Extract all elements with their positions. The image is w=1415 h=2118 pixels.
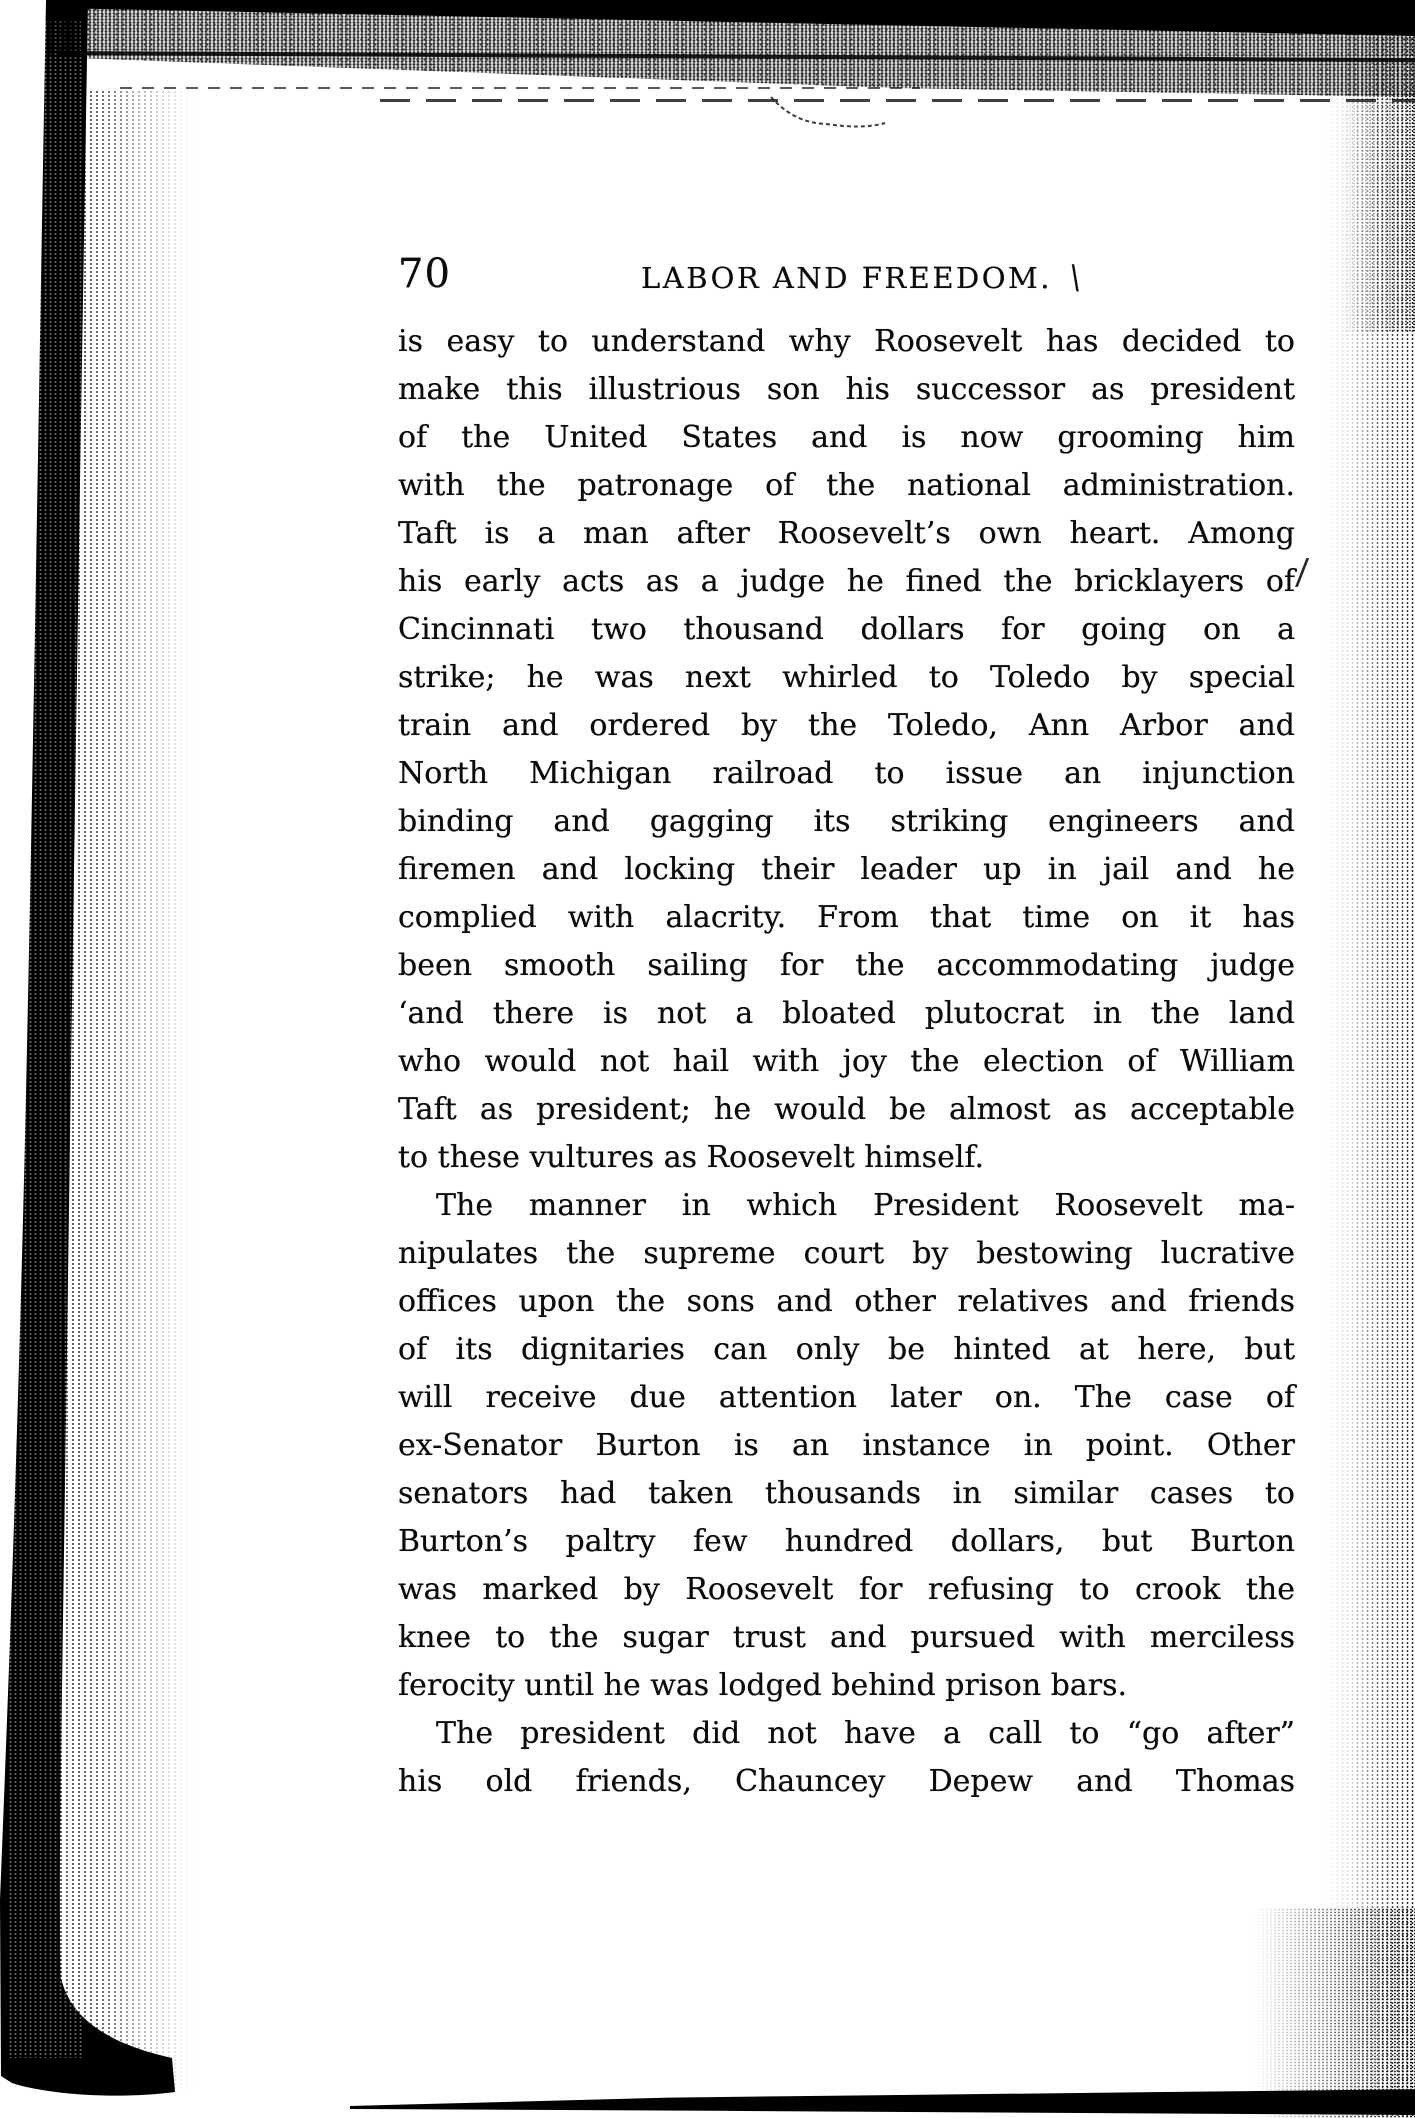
text-line: Burton’s paltry few hundred dollars, but Burton <box>398 1524 1295 1559</box>
text-line: The manner in which President Roosevelt ma- <box>436 1188 1295 1223</box>
text-line: nipulates the supreme court by bestowing lucrative <box>398 1236 1295 1271</box>
top-dashed-line-lower <box>380 99 1415 102</box>
text-line: of its dignitaries can only be hinted at here, but <box>398 1332 1295 1367</box>
text-line: Taft is a man after Roosevelt’s own heart. Among <box>398 516 1295 551</box>
scan-artifact-bottom-band <box>350 2088 1415 2118</box>
running-head: LABOR AND FREEDOM. <box>641 261 1052 295</box>
text-line: complied with alacrity. From that time on it has <box>398 900 1295 935</box>
top-dashed-line-upper <box>120 87 920 89</box>
stray-mark-slash: / <box>1294 551 1310 594</box>
text-line: was marked by Roosevelt for refusing to crook the <box>398 1572 1295 1607</box>
text-line: his old friends, Chauncey Depew and Thomas <box>398 1764 1295 1799</box>
squiggle-mark <box>768 94 888 130</box>
text-line: will receive due attention later on. The case of <box>398 1380 1295 1415</box>
text-line: been smooth sailing for the accommodating judge <box>398 948 1295 983</box>
text-line: of the United States and is now grooming him <box>398 420 1295 455</box>
page-edge-texture-right-bottom <box>1245 1908 1415 2118</box>
scan-artifact-top-band <box>0 0 1415 130</box>
text-line: is easy to understand why Roosevelt has decided to <box>398 324 1295 359</box>
text-line: knee to the sugar trust and pursued with merciless <box>398 1620 1295 1655</box>
text-line: firemen and locking their leader up in jail and he <box>398 852 1295 887</box>
page-edge-texture-left <box>58 90 195 2090</box>
text-line: to these vultures as Roosevelt himself. <box>398 1140 984 1175</box>
text-line: Cincinnati two thousand dollars for going on a <box>398 612 1295 647</box>
text-line: ferocity until he was lodged behind prison bars. <box>398 1668 1128 1703</box>
text-line: ex-Senator Burton is an instance in point. Other <box>398 1428 1295 1463</box>
text-line: with the patronage of the national administration. <box>398 468 1295 503</box>
page-header <box>398 251 1295 300</box>
text-line: The president did not have a call to “go after” <box>436 1716 1295 1751</box>
text-line: make this illustrious son his successor as president <box>398 372 1295 407</box>
text-line: Taft as president; he would be almost as acceptable <box>398 1092 1295 1127</box>
page-number: 70 <box>398 251 451 297</box>
text-line: binding and gagging its striking engineers and <box>398 804 1295 839</box>
text-line: who would not hail with joy the election of William <box>398 1044 1295 1079</box>
text-line: strike; he was next whirled to Toledo by special <box>398 660 1295 695</box>
text-line: offices upon the sons and other relatives and friends <box>398 1284 1295 1319</box>
text-line: ‘and there is not a bloated plutocrat in the land <box>398 996 1295 1031</box>
text-line: senators had taken thousands in similar cases to <box>398 1476 1295 1511</box>
page-edge-texture-right <box>1325 25 1415 2118</box>
stray-mark-backslash: \ <box>1067 257 1084 297</box>
body-text <box>398 318 1295 1806</box>
text-line: North Michigan railroad to issue an injunction <box>398 756 1295 791</box>
text-line: his early acts as a judge he fined the bricklayers of <box>398 564 1295 599</box>
text-line: train and ordered by the Toledo, Ann Arbor and <box>398 708 1295 743</box>
